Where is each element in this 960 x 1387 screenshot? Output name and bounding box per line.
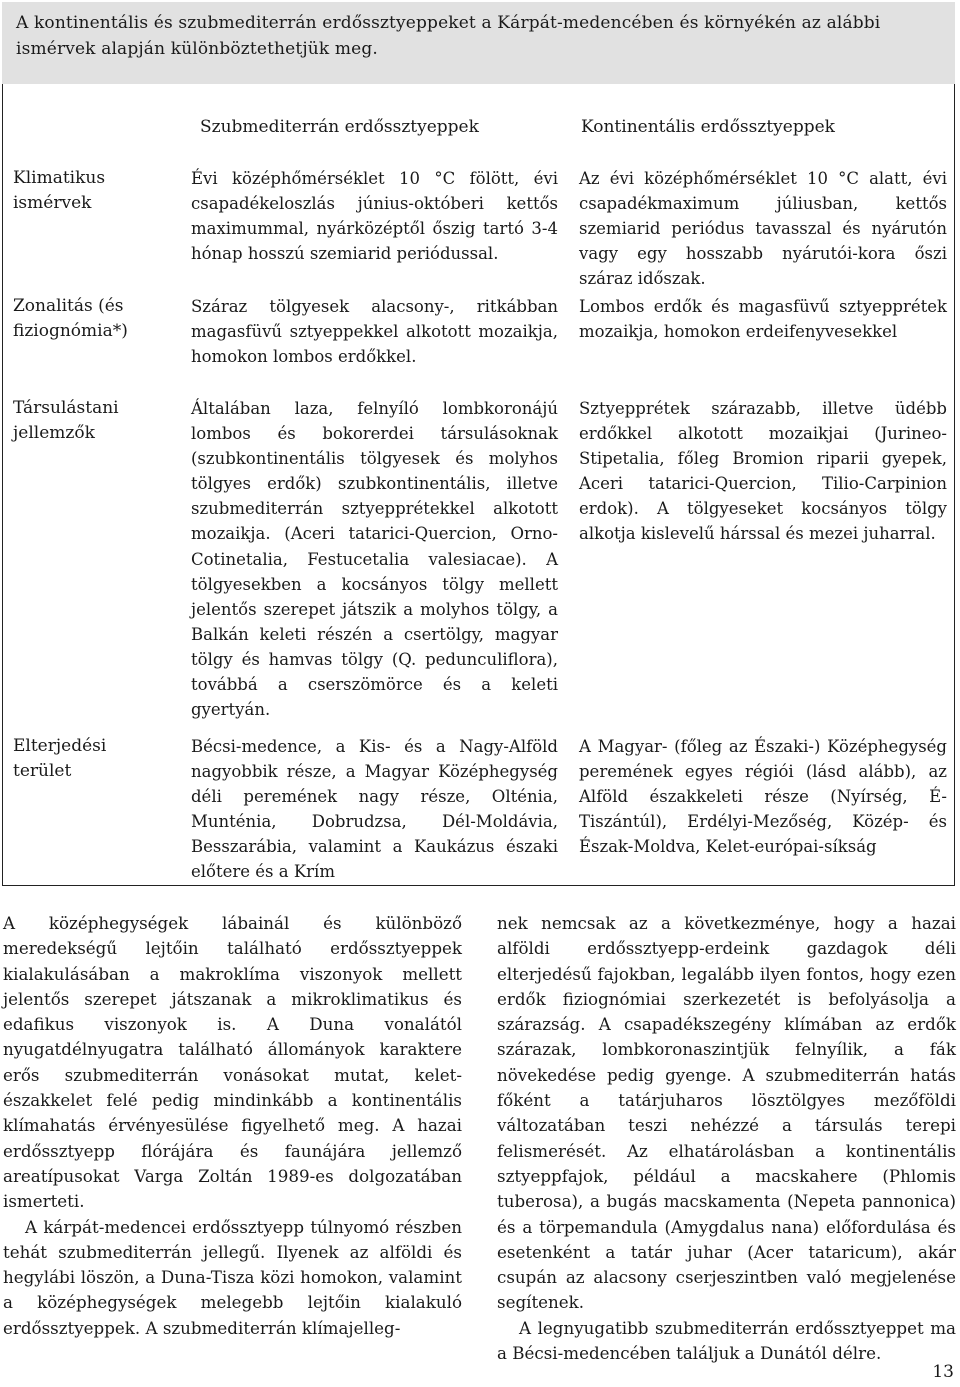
row-label-zonality: Zonalitás (és fiziognómia*) [13, 296, 128, 341]
body-paragraph: A középhegységek lábainál és különböző meredekségű lejtőin található erdőssztyeppek kialakulásában a makroklíma viszonyok mellett jelentős szerepet játszanak a mikroklimatikus és edafikus viszonyok is. A Duna vonalától nyugatdélnyugatra található állományok karaktere erős szubmediterrán vonásokat mutat, kelet-északkelet felé pedig mindinkább a kontinentális klímahatás érvényesülése figyelhető meg. A hazai erdőssztyepp flórájára és faunájára jellemző areatípusokat Varga Zoltán 1989-es dolgozatában ismerteti. [3, 913, 462, 1212]
cell-zonality-continental: Lombos erdők és magasfüvű sztyepprétek mozaikja, homokon erdeifenyvesekkel [579, 297, 947, 342]
body-text-right-column [497, 911, 956, 1366]
intro-text: A kontinentális és szubmediterrán erdőssztyeppeket a Kárpát-medencében és környékén az alábbi ismérvek alapján különböztethetjük meg. [2, 2, 955, 84]
body-text-left-column [3, 911, 462, 1341]
cell-climatic-submediterranean: Évi középhőmérséklet 10 °C fölött, évi csapadékeloszlás június-októberi kettős maximummal, nyárközéptől őszig tartó 3-4 hónap hosszú szemiarid periódussal. [191, 169, 558, 264]
cell-zonality-submediterranean: Száraz tölgyesek alacsony-, ritkábban magasfüvű sztyeppekkel alkotott mozaikja, homokon lombos erdőkkel. [191, 297, 558, 367]
row-label-distribution: Elterjedési terület [13, 736, 107, 781]
cell-phytosociology-submediterranean: Általában laza, felnyíló lombkoronájú lombos és bokorerdei társulásoknak (szubkontinentális tölgyesek és molyhos tölgyes erdők) szubkontinentális, illetve szubmediterrán sztyepprétekkel alkotott mozaikja. (Aceri tatarici-Quercion, Orno-Cotinetalia, Festucetalia valesiacae). A tölgyesekben a kocsányos tölgy mellett jelentős szerepet játszik a molyhos tölgy, a Balkán keleti részén a csertölgy, magyar tölgy és hamvas tölgy (Q. pedunculiflora), továbbá a cserszömörce és a keleti gyertyán. [191, 399, 558, 720]
cell-climatic-continental: Az évi középhőmérséklet 10 °C alatt, évi csapadékmaximum júliusban, kettős szemiarid periódus tavasszal és nyárutón vagy egy hosszabb nyárutói-kora őszi száraz időszak. [579, 169, 947, 289]
cell-distribution-submediterranean: Bécsi-medence, a Kis- és a Nagy-Alföld nagyobbik része, a Magyar Középhegység déli peremének nagy része, Olténia, Munténia, Dobrudzsa, Dél-Moldávia, Besszarábia, valamint a Kaukázus északi előtere és a Krím [191, 737, 558, 882]
body-paragraph: A kárpát-medencei erdőssztyepp túlnyomó részben tehát szubmediterrán jellegű. Ilyenek az alföldi és hegylábi löszön, a Duna-Tisza közi homokon, valamint a középhegységek melegebb lejtőin kialakuló erdőssztyeppek. A szubmediterrán klímajelleg- [3, 1216, 462, 1338]
row-label-phytosociology: Társulástani jellemzők [13, 398, 119, 443]
column-header-submediterranean: Szubmediterrán erdőssztyeppek [200, 117, 479, 137]
column-header-continental: Kontinentális erdőssztyeppek [581, 117, 835, 137]
row-label-climatic: Klimatikus ismérvek [13, 168, 106, 213]
cell-distribution-continental: A Magyar- (főleg az Északi-) Középhegység peremének egyes régiói (lásd alább), az Alföld északkeleti része (Nyírség, É-Tiszántúl), Erdélyi-Mezőség, Közép- és Észak-Moldva, Kelet-európai-síkság [579, 737, 947, 857]
body-paragraph: nek nemcsak az a következménye, hogy a hazai alföldi erdőssztyepp-erdeink gazdagok déli elterjedésű fajokban, legalább ilyen fontos, hogy ezen erdők fiziognómiai szerkezetét is befolyásolja a szárazság. A csapadékszegény klímában az erdők szárazak, lombkoronaszintjük felnyílik, a fák növekedése pedig gyenge. A szubmediterrán hatás főként a tatárjuharos lösztölgyes mezőföldi változatában teszi nehézzé a társulás terepi felismerését. Az elhatárolásban a kontinentális sztyeppfajok, például a macskahere (Phlomis tuberosa), a bugás macskamenta (Nepeta pannonica) és a törpemandula (Amygdalus nana) előfordulása és esetenként a tatár juhar (Acer tataricum), akár csupán az alacsony cserjeszintben való megjelenése segítenek. [497, 913, 956, 1313]
body-paragraph: A legnyugatibb szubmediterrán erdőssztyeppet ma a Bécsi-medencében találjuk a Dunától délre. [497, 1317, 956, 1364]
page-number: 13 [932, 1362, 954, 1382]
cell-phytosociology-continental: Sztyepprétek szárazabb, illetve üdébb erdőkkel alkotott mozaikjai (Jurineo-Stipetalia, főleg Bromion riparii gyepek, Aceri tatarici-Quercion, Tilio-Carpinion erdok). A tölgyeseket kocsányos tölgy alkotja kislevelű hárssal és mezei juharral. [579, 399, 947, 544]
